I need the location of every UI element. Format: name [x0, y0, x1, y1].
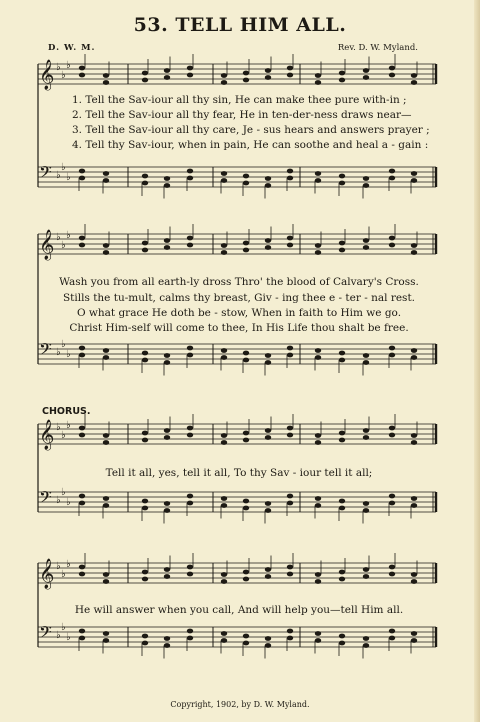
hymn-title: 53. TELL HIM ALL.: [133, 14, 347, 36]
note-head: [221, 572, 227, 577]
note-head: [287, 501, 293, 506]
note-head: [265, 176, 271, 181]
note-head: [339, 174, 345, 179]
flat-sign-icon: ♭: [56, 170, 61, 181]
note-head: [187, 243, 193, 248]
bass-clef-icon: 𝄢: [39, 622, 52, 646]
note-head: [363, 353, 369, 358]
note-head: [389, 66, 395, 71]
note-head: [243, 506, 249, 511]
treble-clef-icon: 𝄞: [39, 230, 55, 260]
note-head: [187, 73, 193, 78]
note-head: [389, 629, 395, 634]
flat-sign-icon: ♭: [61, 622, 66, 633]
note-head: [389, 243, 395, 248]
note-head: [265, 435, 271, 440]
note-head: [411, 355, 417, 360]
note-head: [221, 348, 227, 353]
treble-clef-icon: 𝄞: [39, 60, 55, 90]
note-head: [142, 570, 148, 575]
note-head: [103, 250, 109, 255]
note-head: [287, 353, 293, 358]
note-head: [287, 572, 293, 577]
verse-1-line-1: 1. Tell the Sav-iour all thy sin, He can make thee pure with-in ;: [72, 94, 407, 106]
note-head: [411, 503, 417, 508]
note-head: [79, 494, 85, 499]
note-head: [265, 353, 271, 358]
note-head: [187, 565, 193, 570]
note-head: [164, 643, 170, 648]
note-head: [164, 360, 170, 365]
note-head: [187, 176, 193, 181]
note-head: [243, 431, 249, 436]
note-head: [315, 243, 321, 248]
note-head: [339, 634, 345, 639]
note-head: [339, 438, 345, 443]
note-head: [339, 241, 345, 246]
note-head: [187, 353, 193, 358]
note-head: [315, 572, 321, 577]
note-head: [243, 351, 249, 356]
composer-credit: D. W. M.: [48, 43, 96, 53]
note-head: [265, 360, 271, 365]
note-head: [339, 577, 345, 582]
note-head: [339, 351, 345, 356]
note-head: [315, 631, 321, 636]
note-head: [411, 433, 417, 438]
note-head: [187, 629, 193, 634]
note-head: [287, 73, 293, 78]
note-head: [389, 346, 395, 351]
note-head: [363, 574, 369, 579]
note-head: [164, 435, 170, 440]
verse-2-line-1: 2. Tell the Sav-iour all thy fear, He in ten-der-ness draws near—: [72, 109, 412, 121]
note-head: [164, 245, 170, 250]
note-head: [187, 236, 193, 241]
note-head: [315, 171, 321, 176]
note-head: [389, 236, 395, 241]
note-head: [389, 565, 395, 570]
note-head: [221, 73, 227, 78]
note-head: [103, 631, 109, 636]
note-head: [164, 176, 170, 181]
note-head: [221, 638, 227, 643]
verse-3-line-1: 3. Tell the Sav-iour all thy care, Je - sus hears and answers prayer ;: [72, 124, 430, 136]
note-head: [221, 579, 227, 584]
flat-sign-icon: ♭: [56, 232, 61, 243]
note-head: [339, 78, 345, 83]
note-head: [221, 355, 227, 360]
note-head: [187, 433, 193, 438]
note-head: [243, 358, 249, 363]
note-head: [339, 358, 345, 363]
note-head: [315, 73, 321, 78]
note-head: [363, 360, 369, 365]
note-head: [187, 501, 193, 506]
note-head: [265, 567, 271, 572]
note-head: [103, 503, 109, 508]
note-head: [142, 248, 148, 253]
note-head: [265, 238, 271, 243]
note-head: [287, 346, 293, 351]
note-head: [315, 579, 321, 584]
flat-sign-icon: ♭: [56, 495, 61, 506]
note-head: [363, 435, 369, 440]
note-head: [411, 250, 417, 255]
note-head: [411, 73, 417, 78]
note-head: [142, 641, 148, 646]
note-head: [142, 431, 148, 436]
note-head: [363, 68, 369, 73]
note-head: [315, 348, 321, 353]
note-head: [243, 641, 249, 646]
note-head: [79, 243, 85, 248]
note-head: [389, 572, 395, 577]
note-head: [187, 636, 193, 641]
verse-2-line-2: Stills the tu-mult, calms thy breast, Giv - ing thee e - ter - nal rest.: [62, 292, 416, 304]
note-head: [221, 631, 227, 636]
note-head: [243, 174, 249, 179]
note-head: [142, 634, 148, 639]
note-head: [142, 577, 148, 582]
note-head: [287, 565, 293, 570]
note-head: [103, 440, 109, 445]
note-head: [142, 174, 148, 179]
note-head: [287, 236, 293, 241]
verse-3-line-2: O what grace He doth be - stow, When in faith to Him we go.: [76, 307, 402, 319]
note-head: [339, 641, 345, 646]
flat-sign-icon: ♭: [56, 347, 61, 358]
flat-sign-icon: ♭: [66, 497, 71, 508]
flat-sign-icon: ♭: [66, 60, 71, 71]
bass-staff-3: [38, 487, 436, 512]
treble-clef-icon: 𝄞: [39, 420, 55, 450]
note-head: [339, 570, 345, 575]
flat-sign-icon: ♭: [66, 172, 71, 183]
note-head: [79, 501, 85, 506]
note-head: [363, 636, 369, 641]
note-head: [363, 643, 369, 648]
note-head: [363, 176, 369, 181]
verse-1-line-2: Wash you from all earth-ly dross Thro' the blood of Calvary's Cross.: [59, 276, 419, 288]
note-head: [315, 440, 321, 445]
note-head: [79, 346, 85, 351]
note-head: [363, 75, 369, 80]
note-head: [363, 428, 369, 433]
note-head: [103, 433, 109, 438]
note-head: [287, 426, 293, 431]
note-head: [265, 68, 271, 73]
note-head: [243, 634, 249, 639]
note-head: [103, 496, 109, 501]
note-head: [363, 183, 369, 188]
note-head: [265, 183, 271, 188]
note-head: [339, 71, 345, 76]
note-head: [79, 636, 85, 641]
note-head: [221, 171, 227, 176]
note-head: [265, 636, 271, 641]
note-head: [142, 71, 148, 76]
note-head: [411, 631, 417, 636]
note-head: [389, 494, 395, 499]
note-head: [411, 178, 417, 183]
verse-4-line-1: 4. Tell thy Sav-iour, when in pain, He can soothe and heal a - gain :: [72, 139, 429, 151]
note-head: [187, 494, 193, 499]
note-head: [265, 574, 271, 579]
note-head: [221, 80, 227, 85]
note-head: [164, 636, 170, 641]
note-head: [411, 579, 417, 584]
flat-sign-icon: ♭: [56, 561, 61, 572]
note-head: [287, 243, 293, 248]
note-head: [79, 565, 85, 570]
flat-sign-icon: ♭: [61, 162, 66, 173]
flat-sign-icon: ♭: [66, 559, 71, 570]
note-head: [79, 426, 85, 431]
note-head: [411, 440, 417, 445]
note-head: [103, 171, 109, 176]
author-credit: Rev. D. W. Myland.: [337, 43, 418, 53]
note-head: [265, 501, 271, 506]
note-head: [287, 636, 293, 641]
flat-sign-icon: ♭: [61, 487, 66, 498]
note-head: [103, 579, 109, 584]
note-head: [339, 431, 345, 436]
note-head: [79, 629, 85, 634]
note-head: [243, 248, 249, 253]
note-head: [287, 494, 293, 499]
note-head: [243, 181, 249, 186]
note-head: [363, 238, 369, 243]
note-head: [187, 66, 193, 71]
bass-clef-icon: 𝄢: [39, 162, 52, 186]
note-head: [389, 433, 395, 438]
note-head: [389, 176, 395, 181]
note-head: [164, 567, 170, 572]
note-head: [411, 638, 417, 643]
note-head: [265, 643, 271, 648]
note-head: [243, 499, 249, 504]
note-head: [221, 433, 227, 438]
treble-staff-2: [38, 229, 436, 261]
note-head: [243, 71, 249, 76]
note-head: [103, 243, 109, 248]
flat-sign-icon: ♭: [61, 569, 66, 580]
note-head: [339, 506, 345, 511]
note-head: [164, 68, 170, 73]
note-head: [315, 638, 321, 643]
bass-clef-icon: 𝄢: [39, 339, 52, 363]
note-head: [339, 248, 345, 253]
note-head: [221, 440, 227, 445]
bass-staff-1: [38, 162, 436, 187]
note-head: [243, 570, 249, 575]
note-head: [315, 496, 321, 501]
note-head: [287, 433, 293, 438]
copyright-notice: Copyright, 1902, by D. W. Myland.: [170, 700, 310, 709]
note-head: [411, 572, 417, 577]
note-head: [411, 171, 417, 176]
note-head: [142, 241, 148, 246]
note-head: [164, 238, 170, 243]
note-head: [103, 178, 109, 183]
flat-sign-icon: ♭: [66, 632, 71, 643]
note-head: [221, 250, 227, 255]
note-head: [363, 567, 369, 572]
note-head: [142, 358, 148, 363]
bass-staff-4: [38, 622, 436, 647]
note-head: [315, 355, 321, 360]
note-head: [103, 572, 109, 577]
note-head: [187, 169, 193, 174]
verse-4-line-2: Christ Him-self will come to thee, In His Life thou shalt be free.: [69, 322, 409, 334]
note-head: [243, 577, 249, 582]
note-head: [363, 245, 369, 250]
note-head: [411, 80, 417, 85]
chorus-label: CHORUS.: [42, 406, 91, 417]
note-head: [243, 78, 249, 83]
flat-sign-icon: ♭: [66, 420, 71, 431]
note-head: [164, 75, 170, 80]
note-head: [103, 348, 109, 353]
note-head: [243, 241, 249, 246]
note-head: [187, 572, 193, 577]
note-head: [142, 499, 148, 504]
note-head: [411, 243, 417, 248]
note-head: [103, 80, 109, 85]
note-head: [265, 75, 271, 80]
note-head: [79, 353, 85, 358]
note-head: [389, 73, 395, 78]
flat-sign-icon: ♭: [61, 240, 66, 251]
note-head: [103, 355, 109, 360]
note-head: [221, 496, 227, 501]
note-head: [287, 66, 293, 71]
note-head: [389, 501, 395, 506]
note-head: [363, 501, 369, 506]
flat-sign-icon: ♭: [66, 349, 71, 360]
note-head: [79, 66, 85, 71]
flat-sign-icon: ♭: [61, 70, 66, 81]
chorus-line-1: Tell it all, yes, tell it all, To thy Sav - iour tell it all;: [105, 467, 373, 479]
bass-staff-2: [38, 339, 436, 364]
note-head: [187, 346, 193, 351]
note-head: [287, 176, 293, 181]
treble-staff-3: [38, 419, 436, 451]
note-head: [339, 181, 345, 186]
note-head: [187, 426, 193, 431]
note-head: [315, 178, 321, 183]
treble-staff-4: [38, 558, 436, 590]
note-head: [164, 508, 170, 513]
treble-clef-icon: 𝄞: [39, 559, 55, 589]
note-head: [103, 73, 109, 78]
note-head: [265, 428, 271, 433]
note-head: [164, 353, 170, 358]
note-head: [79, 176, 85, 181]
note-head: [164, 428, 170, 433]
flat-sign-icon: ♭: [56, 422, 61, 433]
note-head: [411, 496, 417, 501]
note-head: [142, 78, 148, 83]
note-head: [142, 438, 148, 443]
note-head: [389, 636, 395, 641]
note-head: [363, 508, 369, 513]
note-head: [221, 503, 227, 508]
note-head: [79, 236, 85, 241]
note-head: [287, 629, 293, 634]
chorus-line-2: He will answer when you call, And will help you—tell Him all.: [74, 604, 404, 616]
note-head: [142, 506, 148, 511]
note-head: [287, 169, 293, 174]
note-head: [79, 433, 85, 438]
note-head: [265, 245, 271, 250]
note-head: [103, 638, 109, 643]
note-head: [339, 499, 345, 504]
note-head: [315, 433, 321, 438]
note-head: [389, 426, 395, 431]
note-head: [389, 169, 395, 174]
treble-staff-1: [38, 59, 436, 91]
note-head: [315, 250, 321, 255]
note-head: [315, 80, 321, 85]
note-head: [411, 348, 417, 353]
note-head: [164, 574, 170, 579]
note-head: [164, 183, 170, 188]
flat-sign-icon: ♭: [56, 630, 61, 641]
note-head: [79, 572, 85, 577]
note-head: [389, 353, 395, 358]
flat-sign-icon: ♭: [56, 62, 61, 73]
flat-sign-icon: ♭: [61, 339, 66, 350]
bass-clef-icon: 𝄢: [39, 487, 52, 511]
flat-sign-icon: ♭: [66, 230, 71, 241]
note-head: [315, 503, 321, 508]
note-head: [142, 351, 148, 356]
note-head: [243, 438, 249, 443]
note-head: [79, 169, 85, 174]
note-head: [221, 178, 227, 183]
note-head: [79, 73, 85, 78]
flat-sign-icon: ♭: [61, 430, 66, 441]
note-head: [221, 243, 227, 248]
note-head: [142, 181, 148, 186]
note-head: [164, 501, 170, 506]
note-head: [265, 508, 271, 513]
